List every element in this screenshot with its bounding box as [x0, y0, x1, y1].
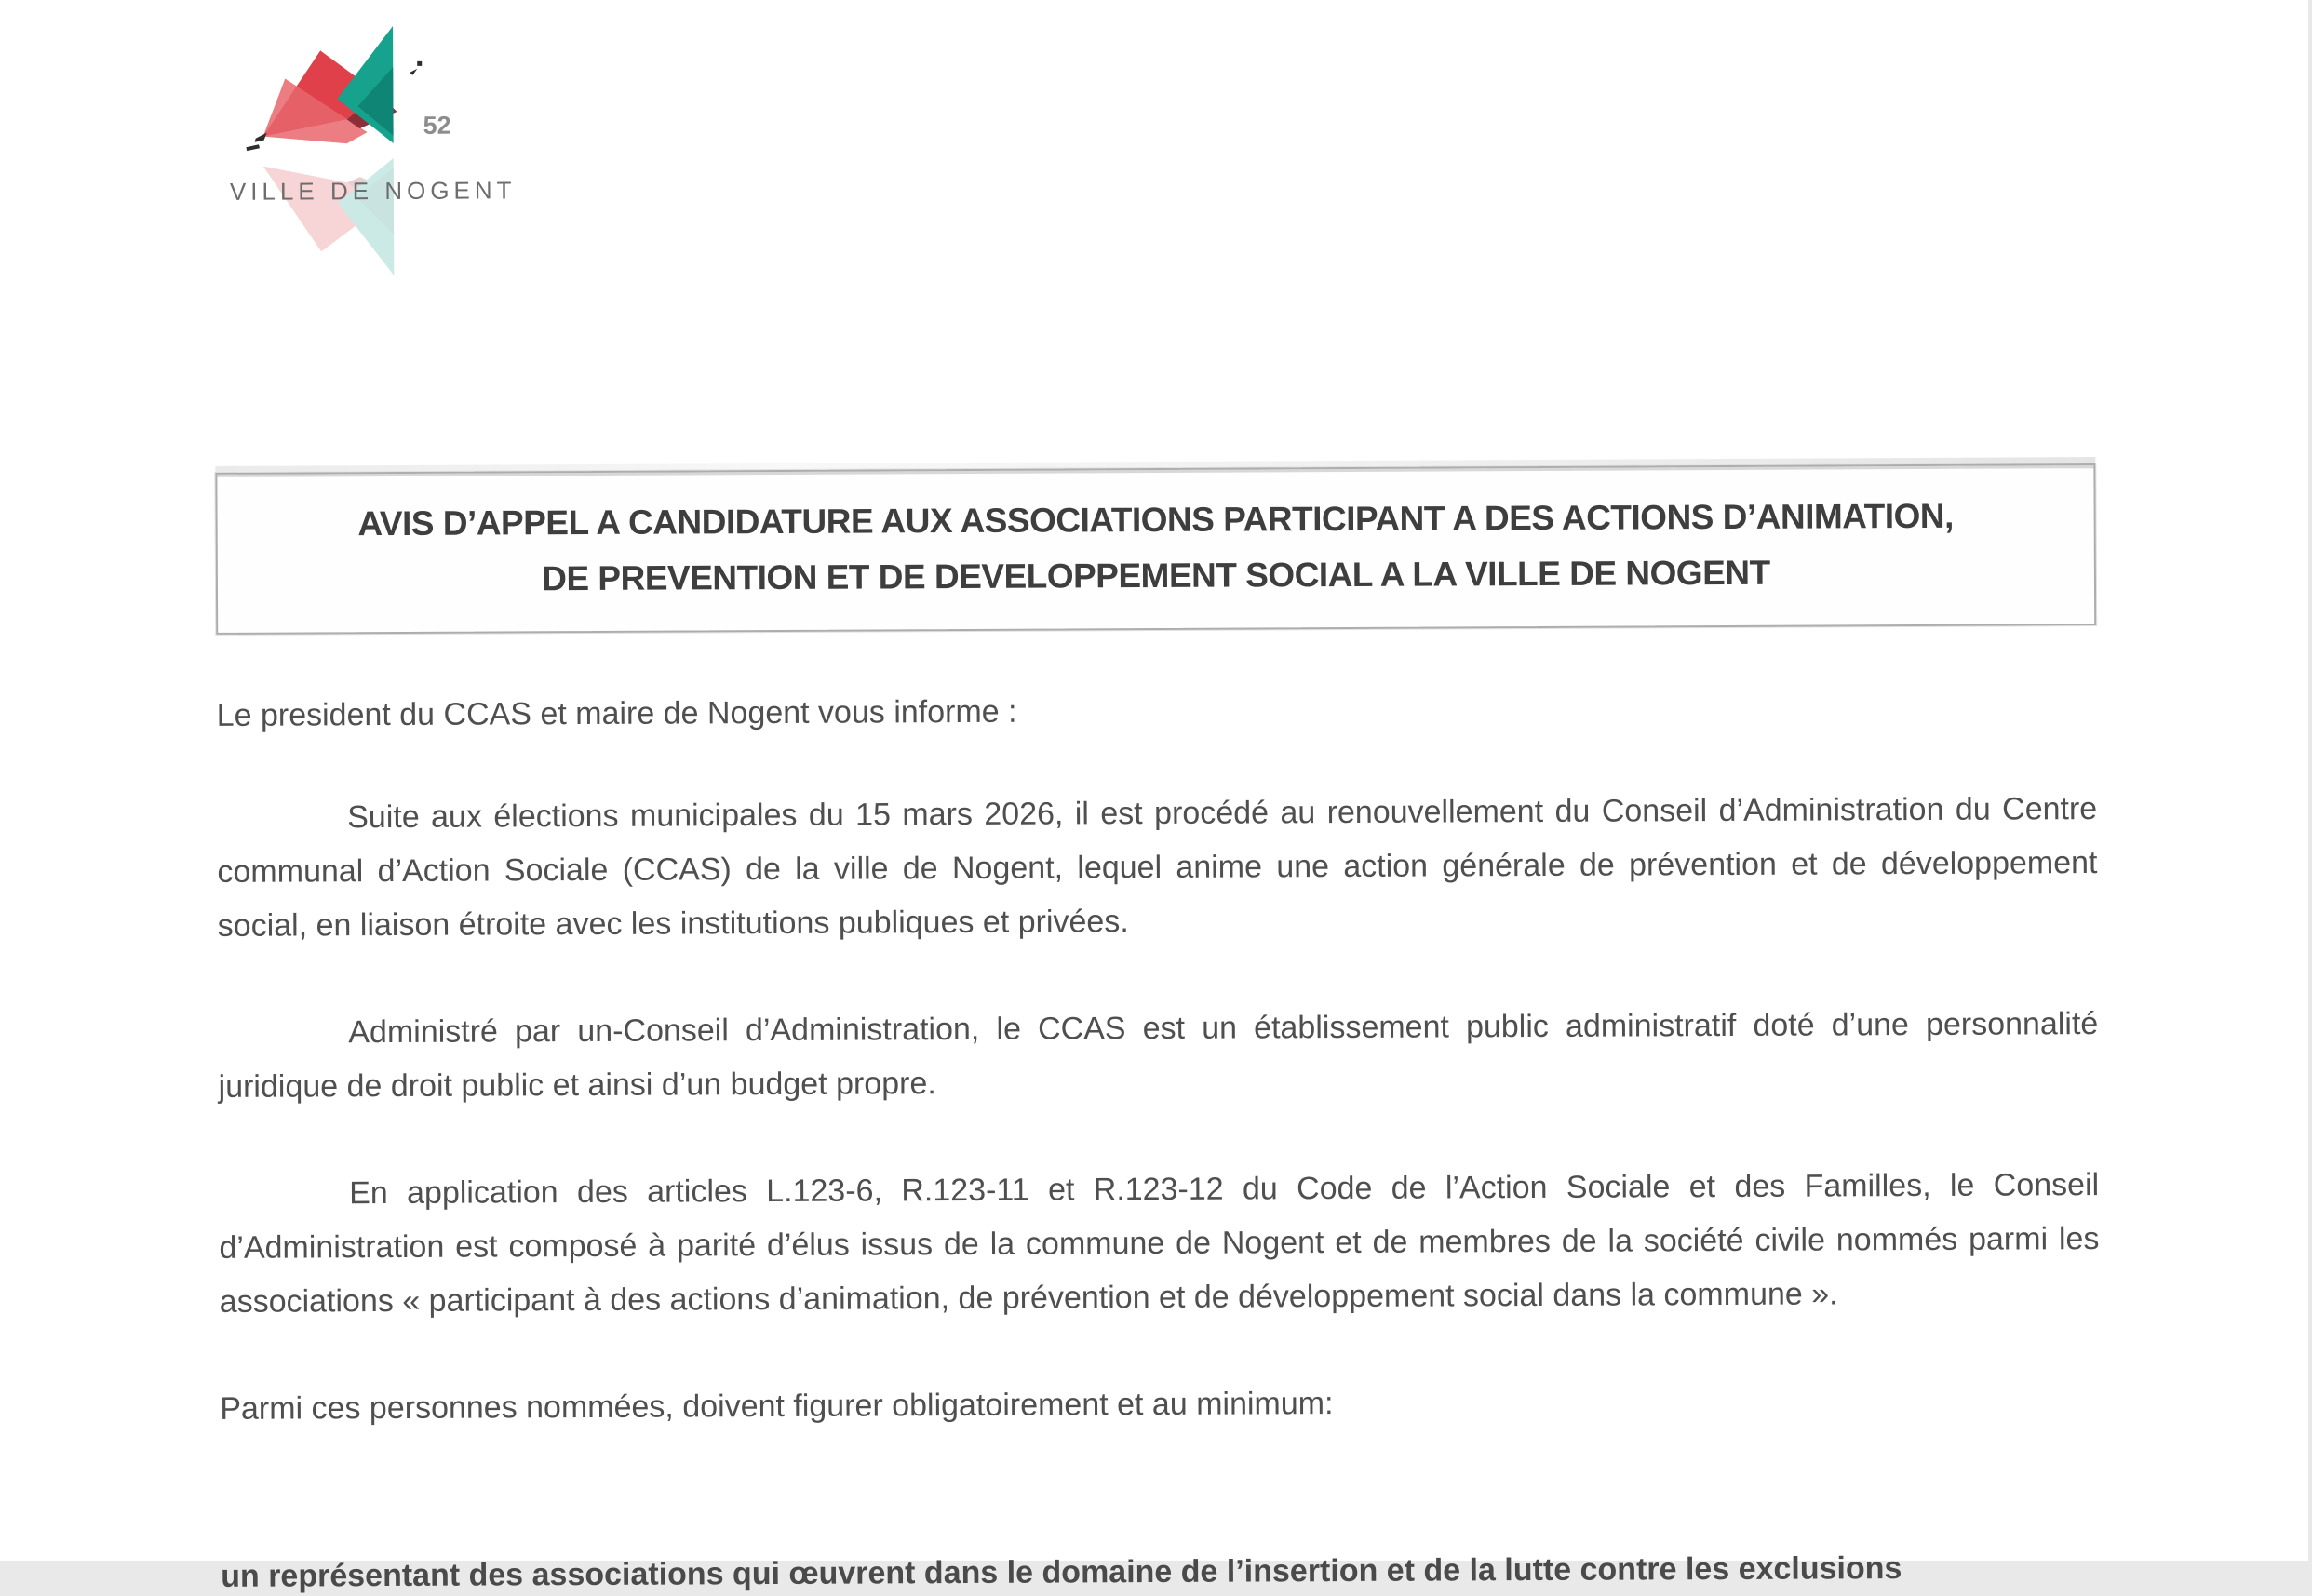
logo-number: 52 — [423, 111, 451, 140]
logo-graphic — [227, 12, 517, 213]
paragraph-parmi: Parmi ces personnes nommées, doivent figurer obligatoirement et au minimum: — [220, 1386, 1334, 1427]
document-body — [217, 679, 2101, 1489]
paragraph-administre: Administré par un-Conseil d’Administration, le CCAS est un établissement public administratif doté d’une personnalité juridique de droit public et ainsi d’un budget propre. — [218, 1006, 2099, 1105]
title-line-2: DE PREVENTION ET DE DEVELOPPEMENT SOCIAL A LA VILLE DE NOGENT — [542, 553, 1770, 598]
clipped-bottom-line: un représentant des associations qui œuvrent dans le domaine de l’insertion et de la lutte contre les exclusions — [221, 1550, 1902, 1594]
ville-de-nogent-logo — [227, 12, 517, 213]
logo-n-mark — [246, 26, 423, 151]
title-box — [215, 463, 2096, 635]
intro-line: Le president du CCAS et maire de Nogent vous informe : — [216, 693, 1017, 733]
title-line-1: AVIS D’APPEL A CANDIDATURE AUX ASSOCIATIONS PARTICIPANT A DES ACTIONS D’ANIMATION, — [357, 496, 1954, 543]
logo-reflection — [263, 158, 395, 276]
paragraph-elections: Suite aux élections municipales du 15 mars 2026, il est procédé au renouvellement du Conseil d’Administration du Centre communal d’Action Sociale (CCAS) de la ville de Nogent, lequel anime une action générale de prévention et de développement social, en liaison étroite avec les institutions publiques et privées. — [217, 791, 2098, 944]
logo-caption: VILLE DE NOGENT — [229, 176, 517, 206]
paragraph-articles: En application des articles L.123-6, R.123-11 et R.123-12 du Code de l’Action Sociale et des Familles, le Conseil d’Administration est composé à parité d’élus issus de la commune de Nogent et de membres de la société civile nommés parmi les associations « participant à des actions d’animation, de prévention et de développement social dans la commune ». — [219, 1167, 2100, 1320]
